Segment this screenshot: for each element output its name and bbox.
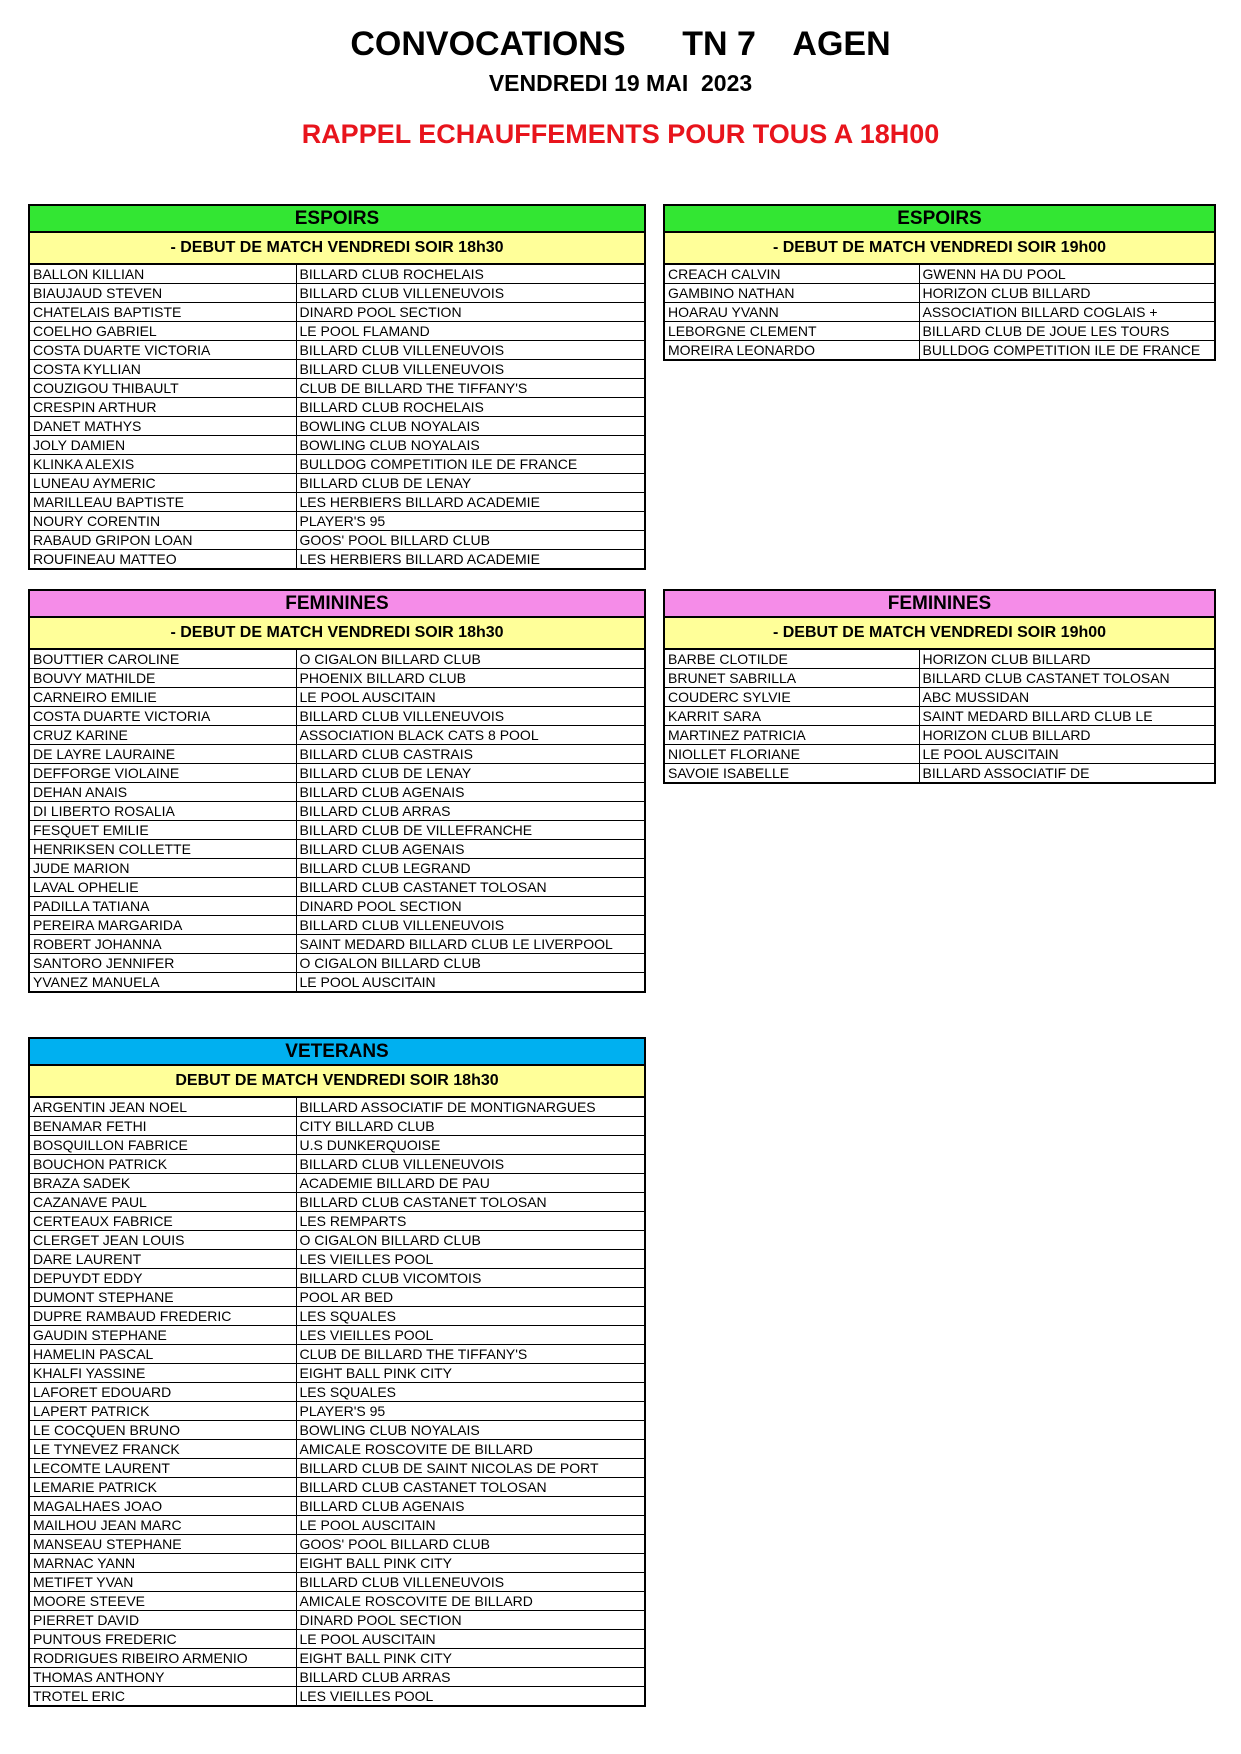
match-start-time: - DEBUT DE MATCH VENDREDI SOIR 18h30 — [30, 618, 644, 650]
player-name: LE COCQUEN BRUNO — [30, 1421, 296, 1440]
table-row — [30, 1459, 644, 1478]
player-club: O CIGALON BILLARD CLUB — [296, 1231, 644, 1250]
category-header: FEMININES — [665, 591, 1214, 618]
player-name: MOREIRA LEONARDO — [665, 341, 919, 360]
category-header: ESPOIRS — [665, 206, 1214, 233]
table-row — [30, 1136, 644, 1155]
table-row — [30, 493, 644, 512]
table-row — [30, 1421, 644, 1440]
table-row — [30, 512, 644, 531]
table-row — [30, 1098, 644, 1117]
player-club: BILLARD CLUB VICOMTOIS — [296, 1269, 644, 1288]
player-club: GOOS' POOL BILLARD CLUB — [296, 1535, 644, 1554]
player-name: PUNTOUS FREDERIC — [30, 1630, 296, 1649]
table-row — [30, 764, 644, 783]
player-name: ARGENTIN JEAN NOEL — [30, 1098, 296, 1117]
player-club: DINARD POOL SECTION — [296, 897, 644, 916]
table-row — [30, 284, 644, 303]
table-row — [30, 1611, 644, 1630]
player-name: HOARAU YVANN — [665, 303, 919, 322]
player-club: LE POOL FLAMAND — [296, 322, 644, 341]
player-club: BOWLING CLUB NOYALAIS — [296, 436, 644, 455]
player-club: BILLARD CLUB DE JOUE LES TOURS — [919, 322, 1214, 341]
player-name: PADILLA TATIANA — [30, 897, 296, 916]
player-club: BILLARD CLUB VILLENEUVOIS — [296, 1573, 644, 1592]
veterans-1830-group — [28, 1037, 646, 1707]
table-row — [30, 1668, 644, 1687]
table-row — [665, 303, 1214, 322]
player-club: BILLARD CLUB CASTANET TOLOSAN — [296, 1193, 644, 1212]
player-club: LES SQUALES — [296, 1383, 644, 1402]
player-name: HENRIKSEN COLLETTE — [30, 840, 296, 859]
table-row — [665, 764, 1214, 783]
player-name: CARNEIRO EMILIE — [30, 688, 296, 707]
player-name: COELHO GABRIEL — [30, 322, 296, 341]
player-name: BOUTTIER CAROLINE — [30, 650, 296, 669]
table-row — [30, 379, 644, 398]
player-name: DUPRE RAMBAUD FREDERIC — [30, 1307, 296, 1326]
player-club: BILLARD CLUB LEGRAND — [296, 859, 644, 878]
match-start-time: - DEBUT DE MATCH VENDREDI SOIR 18h30 — [30, 233, 644, 265]
table-row — [30, 726, 644, 745]
player-club: BILLARD CLUB VILLENEUVOIS — [296, 916, 644, 935]
player-club: LES HERBIERS BILLARD ACADEMIE — [299, 551, 540, 567]
player-club: DINARD POOL SECTION — [296, 1611, 644, 1630]
player-club: BILLARD CLUB VILLENEUVOIS — [296, 360, 644, 379]
table-row — [30, 531, 644, 550]
table-row — [30, 1117, 644, 1136]
player-name: PEREIRA MARGARIDA — [30, 916, 296, 935]
table-row — [30, 688, 644, 707]
player-club: U.S DUNKERQUOISE — [296, 1136, 644, 1155]
player-name: PIERRET DAVID — [30, 1611, 296, 1630]
player-name: COSTA KYLLIAN — [30, 360, 296, 379]
player-name: COSTA DUARTE VICTORIA — [30, 341, 296, 360]
player-club: BILLARD CLUB CASTANET TOLOSAN — [296, 1478, 644, 1497]
player-name: YVANEZ MANUELA — [30, 973, 296, 992]
table-row — [30, 322, 644, 341]
player-name: BOSQUILLON FABRICE — [30, 1136, 296, 1155]
table-row — [30, 1554, 644, 1573]
table-row — [30, 1592, 644, 1611]
table-row — [30, 265, 644, 284]
player-club: BILLARD CLUB VILLENEUVOIS — [296, 284, 644, 303]
table-row — [30, 455, 644, 474]
player-name: NIOLLET FLORIANE — [665, 745, 919, 764]
player-club: ABC MUSSIDAN — [919, 688, 1214, 707]
player-club: PHOENIX BILLARD CLUB — [296, 669, 644, 688]
player-name: CRESPIN ARTHUR — [30, 398, 296, 417]
player-club: BILLARD CLUB DE LENAY — [296, 474, 644, 493]
player-name: LAVAL OPHELIE — [30, 878, 296, 897]
player-club: EIGHT BALL PINK CITY — [296, 1649, 644, 1668]
table-row — [30, 474, 644, 493]
match-start-time: - DEBUT DE MATCH VENDREDI SOIR 19h00 — [665, 618, 1214, 650]
table-row — [30, 935, 644, 954]
player-name: MANSEAU STEPHANE — [30, 1535, 296, 1554]
table-row — [30, 669, 644, 688]
table-row — [30, 1269, 644, 1288]
player-club: BILLARD CLUB ROCHELAIS — [296, 265, 644, 284]
player-name: KHALFI YASSINE — [30, 1364, 296, 1383]
player-club: HORIZON CLUB BILLARD — [919, 726, 1214, 745]
espoirs-1830-group — [28, 204, 646, 570]
player-name: THOMAS ANTHONY — [30, 1668, 296, 1687]
table-row — [30, 1326, 644, 1345]
player-club: BILLARD CLUB CASTANET TOLOSAN — [296, 878, 644, 897]
table-row — [30, 650, 644, 669]
player-club: BILLARD CLUB CASTRAIS — [296, 745, 644, 764]
player-name: MOORE STEEVE — [30, 1592, 296, 1611]
player-club: CLUB DE BILLARD THE TIFFANY'S — [296, 1345, 644, 1364]
table-row — [30, 973, 644, 992]
table-row — [30, 1478, 644, 1497]
table-row — [30, 550, 644, 569]
player-table — [665, 650, 1214, 782]
player-name: FESQUET EMILIE — [30, 821, 296, 840]
player-club: O CIGALON BILLARD CLUB — [296, 954, 644, 973]
player-club: GWENN HA DU POOL — [919, 265, 1214, 284]
player-club: HORIZON CLUB BILLARD — [919, 650, 1214, 669]
player-table — [30, 1098, 644, 1705]
player-club: AMICALE ROSCOVITE DE BILLARD — [296, 1592, 644, 1611]
table-row — [30, 436, 644, 455]
player-club: PLAYER'S 95 — [296, 512, 644, 531]
table-row — [30, 1155, 644, 1174]
player-club: SAINT MEDARD BILLARD CLUB LE LIVERPOOL — [296, 935, 644, 954]
table-row — [665, 688, 1214, 707]
player-name: CREACH CALVIN — [665, 265, 919, 284]
player-name: BOUVY MATHILDE — [30, 669, 296, 688]
table-row — [30, 1288, 644, 1307]
player-name: LAFORET EDOUARD — [30, 1383, 296, 1402]
player-name: GAUDIN STEPHANE — [30, 1326, 296, 1345]
player-name: MARTINEZ PATRICIA — [665, 726, 919, 745]
player-club: BILLARD CLUB VILLENEUVOIS — [296, 341, 644, 360]
player-club: PLAYER'S 95 — [296, 1402, 644, 1421]
player-name: MAGALHAES JOAO — [30, 1497, 296, 1516]
table-row — [30, 1231, 644, 1250]
player-club: ASSOCIATION BILLARD COGLAIS + — [919, 303, 1214, 322]
table-row — [30, 1383, 644, 1402]
player-club: CLUB DE BILLARD THE TIFFANY'S — [296, 379, 644, 398]
document-date: VENDREDI 19 MAI 2023 — [488, 70, 753, 96]
player-name: SANTORO JENNIFER — [30, 954, 296, 973]
player-name: MARNAC YANN — [30, 1554, 296, 1573]
player-table — [30, 265, 644, 568]
table-row — [30, 1364, 644, 1383]
player-name: CLERGET JEAN LOUIS — [30, 1231, 296, 1250]
table-row — [665, 707, 1214, 726]
table-row — [30, 840, 644, 859]
player-name: DEPUYDT EDDY — [30, 1269, 296, 1288]
player-name: RABAUD GRIPON LOAN — [30, 531, 296, 550]
player-name: COUZIGOU THIBAULT — [30, 379, 296, 398]
player-club: BILLARD CLUB ROCHELAIS — [296, 398, 644, 417]
table-row — [665, 322, 1214, 341]
player-club: POOL AR BED — [296, 1288, 644, 1307]
player-name: METIFET YVAN — [30, 1573, 296, 1592]
player-table — [30, 650, 644, 991]
table-row — [30, 417, 644, 436]
table-row — [30, 360, 644, 379]
player-club: AMICALE ROSCOVITE DE BILLARD — [296, 1440, 644, 1459]
table-row — [30, 707, 644, 726]
player-name: DANET MATHYS — [30, 417, 296, 436]
table-row — [30, 341, 644, 360]
table-row — [665, 726, 1214, 745]
player-name: SAVOIE ISABELLE — [665, 764, 919, 783]
player-name: LECOMTE LAURENT — [30, 1459, 296, 1478]
player-name: DEHAN ANAIS — [30, 783, 296, 802]
player-name: LUNEAU AYMERIC — [30, 474, 296, 493]
category-header: ESPOIRS — [30, 206, 644, 233]
player-club: BULLDOG COMPETITION ILE DE FRANCE — [296, 455, 644, 474]
table-row — [30, 954, 644, 973]
player-club: LE POOL AUSCITAIN — [296, 1516, 644, 1535]
player-club: BULLDOG COMPETITION ILE DE FRANCE — [922, 342, 1201, 358]
player-name: ROBERT JOHANNA — [30, 935, 296, 954]
feminines-1830-group — [28, 589, 646, 993]
player-club: BILLARD CLUB DE VILLEFRANCHE — [296, 821, 644, 840]
player-club: HORIZON CLUB BILLARD — [919, 284, 1214, 303]
table-row — [30, 1345, 644, 1364]
table-row — [665, 265, 1214, 284]
player-club: LE POOL AUSCITAIN — [296, 688, 644, 707]
table-row — [30, 821, 644, 840]
player-name: HAMELIN PASCAL — [30, 1345, 296, 1364]
player-name: JUDE MARION — [30, 859, 296, 878]
table-row — [30, 745, 644, 764]
match-start-time: - DEBUT DE MATCH VENDREDI SOIR 19h00 — [665, 233, 1214, 265]
table-row — [30, 1174, 644, 1193]
player-name: CAZANAVE PAUL — [30, 1193, 296, 1212]
player-name: BRUNET SABRILLA — [665, 669, 919, 688]
category-header: VETERANS — [30, 1039, 644, 1066]
player-name: BENAMAR FETHI — [30, 1117, 296, 1136]
table-row — [30, 783, 644, 802]
player-club: BILLARD CLUB AGENAIS — [296, 1497, 644, 1516]
table-row — [30, 303, 644, 322]
table-row — [30, 1497, 644, 1516]
player-name: LEBORGNE CLEMENT — [665, 322, 919, 341]
player-club: BILLARD CLUB ARRAS — [296, 802, 644, 821]
player-name: BIAUJAUD STEVEN — [30, 284, 296, 303]
player-name: GAMBINO NATHAN — [665, 284, 919, 303]
player-club: BOWLING CLUB NOYALAIS — [296, 417, 644, 436]
table-row — [665, 650, 1214, 669]
player-name: CERTEAUX FABRICE — [30, 1212, 296, 1231]
table-row — [30, 1535, 644, 1554]
player-name: DI LIBERTO ROSALIA — [30, 802, 296, 821]
player-club: BILLARD CLUB CASTANET TOLOSAN — [919, 669, 1214, 688]
player-name: NOURY CORENTIN — [30, 512, 296, 531]
player-name: COSTA DUARTE VICTORIA — [30, 707, 296, 726]
player-club: BILLARD CLUB AGENAIS — [296, 783, 644, 802]
player-name: CHATELAIS BAPTISTE — [30, 303, 296, 322]
player-club: BILLARD ASSOCIATIF DE MONTIGNARGUES — [296, 1098, 644, 1117]
table-row — [30, 1516, 644, 1535]
table-row — [30, 878, 644, 897]
table-row — [30, 1649, 644, 1668]
table-row — [30, 398, 644, 417]
player-club: BILLARD CLUB AGENAIS — [296, 840, 644, 859]
player-club: LES HERBIERS BILLARD ACADEMIE — [296, 493, 644, 512]
player-club: LE POOL AUSCITAIN — [299, 974, 436, 990]
table-row — [30, 1687, 644, 1706]
player-name: BALLON KILLIAN — [30, 265, 296, 284]
player-name: MAILHOU JEAN MARC — [30, 1516, 296, 1535]
table-row — [665, 341, 1214, 360]
player-club: LES VIEILLES POOL — [296, 1326, 644, 1345]
table-row — [30, 802, 644, 821]
player-club: BILLARD ASSOCIATIF DE — [922, 765, 1090, 781]
player-club: BILLARD CLUB VILLENEUVOIS — [296, 1155, 644, 1174]
player-name: ROUFINEAU MATTEO — [30, 550, 296, 569]
table-row — [30, 1630, 644, 1649]
player-club: LE POOL AUSCITAIN — [919, 745, 1214, 764]
player-name: TROTEL ERIC — [30, 1687, 296, 1706]
player-name: BOUCHON PATRICK — [30, 1155, 296, 1174]
feminines-1900-group — [663, 589, 1216, 784]
table-row — [30, 1250, 644, 1269]
player-name: LE TYNEVEZ FRANCK — [30, 1440, 296, 1459]
player-club: LES SQUALES — [296, 1307, 644, 1326]
player-name: LAPERT PATRICK — [30, 1402, 296, 1421]
player-club: LES VIEILLES POOL — [296, 1250, 644, 1269]
player-club: LE POOL AUSCITAIN — [296, 1630, 644, 1649]
player-club: LES REMPARTS — [296, 1212, 644, 1231]
player-name: JOLY DAMIEN — [30, 436, 296, 455]
table-row — [665, 284, 1214, 303]
player-club: BILLARD CLUB DE SAINT NICOLAS DE PORT — [296, 1459, 644, 1478]
player-club: LES VIEILLES POOL — [299, 1688, 434, 1704]
table-row — [30, 1402, 644, 1421]
player-club: ASSOCIATION BLACK CATS 8 POOL — [296, 726, 644, 745]
table-row — [665, 745, 1214, 764]
player-name: RODRIGUES RIBEIRO ARMENIO — [30, 1649, 296, 1668]
player-club: BILLARD CLUB ARRAS — [296, 1668, 644, 1687]
player-name: DE LAYRE LAURAINE — [30, 745, 296, 764]
table-row — [30, 1193, 644, 1212]
match-start-time: DEBUT DE MATCH VENDREDI SOIR 18h30 — [30, 1066, 644, 1098]
table-row — [30, 1307, 644, 1326]
table-row — [30, 859, 644, 878]
table-row — [30, 1212, 644, 1231]
table-row — [30, 1573, 644, 1592]
player-name: CRUZ KARINE — [30, 726, 296, 745]
player-club: O CIGALON BILLARD CLUB — [296, 650, 644, 669]
player-name: KLINKA ALEXIS — [30, 455, 296, 474]
player-name: DARE LAURENT — [30, 1250, 296, 1269]
table-row — [30, 916, 644, 935]
table-row — [30, 897, 644, 916]
player-club: GOOS' POOL BILLARD CLUB — [296, 531, 644, 550]
table-row — [30, 1440, 644, 1459]
player-club: ACADEMIE BILLARD DE PAU — [296, 1174, 644, 1193]
player-name: DUMONT STEPHANE — [30, 1288, 296, 1307]
document-title: CONVOCATIONS TN 7 AGEN — [350, 25, 891, 63]
player-club: BILLARD CLUB VILLENEUVOIS — [296, 707, 644, 726]
warmup-reminder: RAPPEL ECHAUFFEMENTS POUR TOUS A 18H00 — [301, 119, 940, 149]
player-name: DEFFORGE VIOLAINE — [30, 764, 296, 783]
player-club: BOWLING CLUB NOYALAIS — [296, 1421, 644, 1440]
player-club: EIGHT BALL PINK CITY — [296, 1554, 644, 1573]
player-club: SAINT MEDARD BILLARD CLUB LE — [919, 707, 1214, 726]
player-table — [665, 265, 1214, 359]
table-row — [665, 669, 1214, 688]
player-club: DINARD POOL SECTION — [296, 303, 644, 322]
player-club: EIGHT BALL PINK CITY — [296, 1364, 644, 1383]
player-club: CITY BILLARD CLUB — [296, 1117, 644, 1136]
player-name: BARBE CLOTILDE — [665, 650, 919, 669]
player-club: BILLARD CLUB DE LENAY — [296, 764, 644, 783]
espoirs-1900-group — [663, 204, 1216, 361]
player-name: MARILLEAU BAPTISTE — [30, 493, 296, 512]
player-name: BRAZA SADEK — [30, 1174, 296, 1193]
player-name: LEMARIE PATRICK — [30, 1478, 296, 1497]
category-header: FEMININES — [30, 591, 644, 618]
player-name: COUDERC SYLVIE — [665, 688, 919, 707]
player-name: KARRIT SARA — [665, 707, 919, 726]
